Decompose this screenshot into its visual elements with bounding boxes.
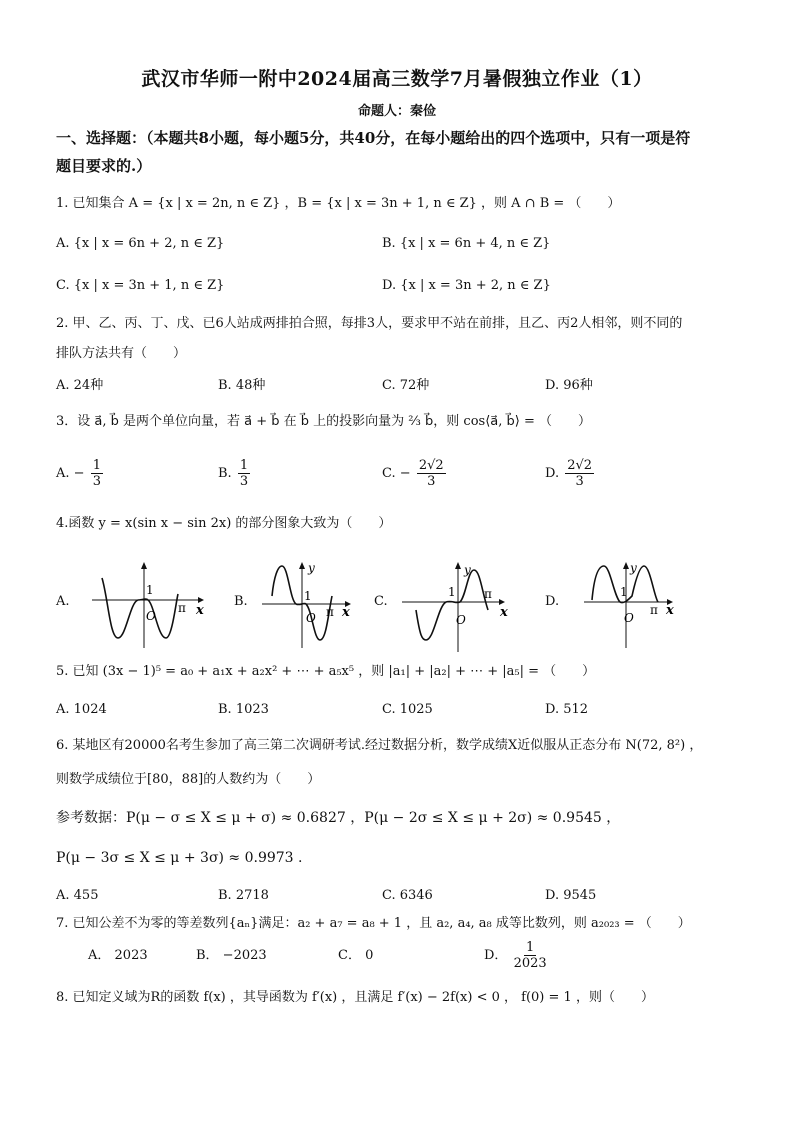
y-axis-arrow (455, 562, 461, 569)
option-label: B. (218, 466, 232, 481)
fraction (417, 458, 446, 489)
option-label: D． (484, 948, 508, 963)
question-2-option-b: B. 48种 (218, 378, 266, 393)
numerator: 2√2 (567, 458, 593, 473)
question-1-stem: 1. 已知集合 A = {x | x = 2n, n ∈ Z} ，B = {x | x = 3n + 1, n ∈ Z} ，则 A ∩ B = （ ） (56, 196, 621, 211)
question-2-stem-line1: 2. 甲、乙、丙、丁、戊、已6人站成两排拍合照，每排3人，要求甲不站在前排，且乙、丙2人相邻，则不同的 (56, 316, 683, 331)
numerator: 1 (239, 458, 249, 473)
question-2-option-d: D. 96种 (545, 378, 593, 393)
graph-b (258, 556, 358, 652)
tick-pi: π (178, 601, 186, 615)
origin-label: O (146, 609, 156, 623)
tick-pi: π (326, 605, 334, 619)
question-2-stem-line2: 排队方法共有（ ） (56, 346, 187, 361)
option-label: C. (382, 466, 396, 481)
origin-label: O (306, 611, 316, 625)
tick-1: 1 (620, 585, 628, 599)
question-4-option-c: C. (374, 594, 388, 609)
question-5-option-a: A. 1024 (56, 702, 107, 717)
y-axis-arrow (299, 562, 305, 569)
question-7-stem: 7. 已知公差不为零的等差数列{aₙ}满足：a₂ + a₇ = a₈ + 1 ，且 a₂, a₄, a₈ 成等比数列，则 a₂₀₂₃ = （ ） (56, 916, 691, 931)
question-7-option-b: B． −2023 (196, 948, 267, 963)
denominator: 2023 (513, 956, 547, 971)
option-label: A. (56, 466, 70, 481)
question-1-option-d: D. {x | x = 3n + 2, n ∈ Z} (382, 278, 551, 293)
question-7-option-d (484, 940, 549, 971)
origin-label: O (456, 613, 466, 627)
question-1-option-a: A. {x | x = 6n + 2, n ∈ Z} (56, 236, 225, 251)
graph-a (88, 558, 214, 652)
fraction (565, 458, 594, 489)
question-2-option-c: C. 72种 (382, 378, 430, 393)
question-6-option-d: D. 9545 (545, 888, 597, 903)
question-7-option-a: A． 2023 (88, 948, 148, 963)
question-6-option-b: B. 2718 (218, 888, 269, 903)
graph-d (580, 556, 682, 652)
question-5-option-c: C. 1025 (382, 702, 433, 717)
author-line: 命题人：秦俭 (357, 104, 436, 119)
question-3-option-b (218, 458, 252, 489)
question-3-option-c (382, 458, 448, 489)
question-6-reference-line1: 参考数据：P(μ − σ ≤ X ≤ μ + σ) ≈ 0.6827 ，P(μ − 2σ ≤ X ≤ μ + 2σ) ≈ 0.9545 ， (56, 810, 621, 826)
numerator: 1 (92, 458, 101, 473)
page-title: 武汉市华师一附中2024届高三数学7月暑假独立作业（1） (141, 68, 653, 90)
question-4-option-b: B. (234, 594, 248, 609)
numerator: 1 (525, 940, 535, 955)
fraction (514, 940, 547, 971)
x-label: x (500, 605, 508, 620)
y-axis-arrow (141, 562, 147, 569)
x-label: x (196, 603, 204, 618)
question-4-stem: 4.函数 y = x(sin x − sin 2x) 的部分图象大致为（ ） (56, 516, 392, 531)
tick-pi: π (650, 603, 658, 617)
denominator: 3 (427, 474, 436, 489)
y-label: y (630, 561, 637, 575)
minus-sign: − (399, 466, 411, 481)
question-8-stem: 8. 已知定义域为R的函数 f(x) ，其导函数为 f′(x) ，且满足 f′(x) − 2f(x) < 0 ， f(0) = 1 ，则（ ） (56, 990, 654, 1005)
question-5-stem: 5. 已知 (3x − 1)⁵ = a₀ + a₁x + a₂x² + ⋯ + a₅x⁵ ，则 |a₁| + |a₂| + ⋯ + |a₅| = （ ） (56, 664, 596, 679)
question-1-option-c: C. {x | x = 3n + 1, n ∈ Z} (56, 278, 225, 293)
tick-1: 1 (448, 585, 456, 599)
question-6-option-a: A. 455 (56, 888, 99, 903)
tick-pi: π (484, 587, 492, 601)
tick-1: 1 (304, 589, 312, 603)
denominator: 3 (92, 474, 101, 489)
y-label: y (464, 563, 471, 577)
fraction (91, 458, 103, 489)
option-label: D. (545, 466, 560, 481)
question-4-option-a: A. (56, 594, 70, 609)
graph-c (398, 556, 516, 656)
question-3-option-a (56, 458, 105, 489)
numerator: 2√2 (418, 458, 444, 473)
question-5-option-d: D. 512 (545, 702, 589, 717)
question-2-option-a: A. 24种 (56, 378, 104, 393)
fraction (238, 458, 250, 489)
question-4-option-d: D. (545, 594, 560, 609)
question-5-option-b: B. 1023 (218, 702, 269, 717)
denominator: 3 (575, 474, 584, 489)
question-3-stem: 3．设 a⃗, b⃗ 是两个单位向量，若 a⃗ + b⃗ 在 b⃗ 上的投影向量为 ⅔ b⃗，则 cos⟨a⃗, b⃗⟩ = （ ） (56, 414, 591, 429)
section-heading-line1: 一、选择题：（本题共8小题，每小题5分，共40分，在每小题给出的四个选项中，只有一项是符 (56, 129, 691, 147)
question-7-option-c: C． 0 (338, 948, 374, 963)
question-6-option-c: C. 6346 (382, 888, 433, 903)
curve (102, 578, 178, 638)
question-3-option-d (545, 458, 596, 489)
x-label: x (666, 603, 674, 618)
y-axis-arrow (623, 562, 629, 569)
origin-label: O (624, 611, 634, 625)
question-6-stem-line1: 6. 某地区有20000名考生参加了高三第二次调研考试.经过数据分析，数学成绩X近似服从正态分布 N(72, 8²) ， (56, 738, 703, 753)
question-1-option-b: B. {x | x = 6n + 4, n ∈ Z} (382, 236, 551, 251)
question-6-reference-line2: P(μ − 3σ ≤ X ≤ μ + 3σ) ≈ 0.9973 . (56, 850, 303, 866)
minus-sign: − (73, 466, 85, 481)
x-label: x (342, 605, 350, 620)
question-6-stem-line2: 则数学成绩位于[80，88]的人数约为（ ） (56, 772, 321, 787)
section-heading-line2: 题目要求的.） (56, 157, 152, 175)
tick-1: 1 (146, 583, 154, 597)
y-label: y (308, 561, 315, 575)
denominator: 3 (239, 474, 249, 489)
curve (416, 570, 488, 640)
